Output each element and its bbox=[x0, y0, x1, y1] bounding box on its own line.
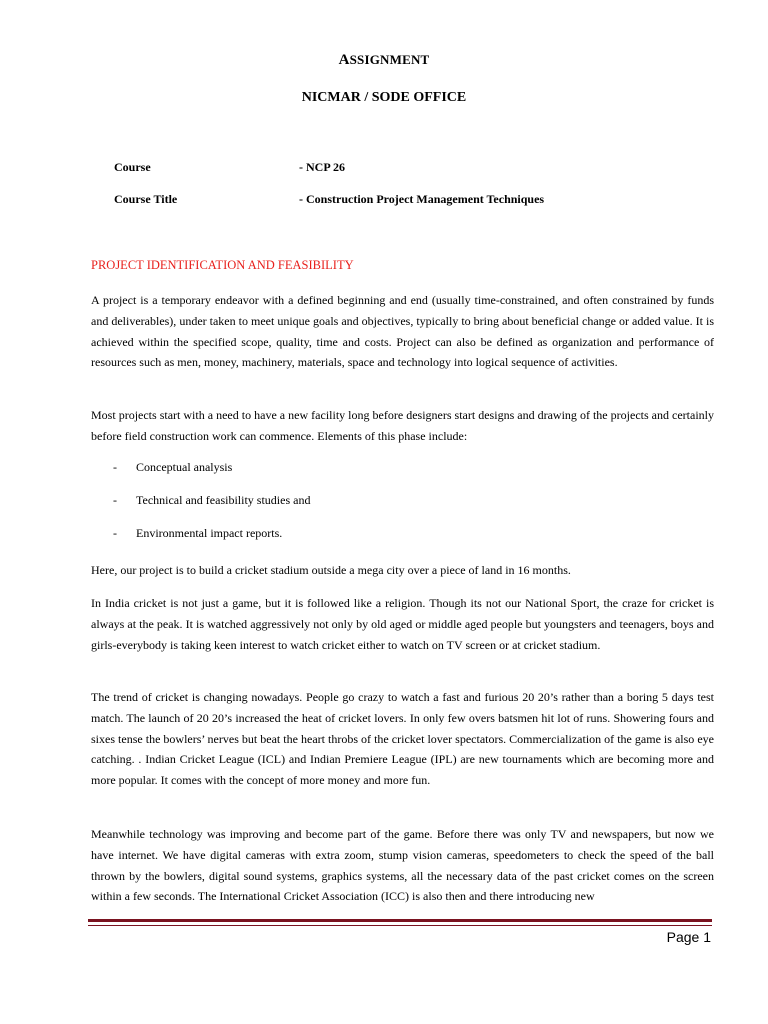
footer-rule-thin bbox=[88, 925, 712, 926]
course-label: Course bbox=[114, 160, 151, 174]
paragraph-cricket-india: In India cricket is not just a game, but it is followed like a religion. Though its not our National Sport, the craze for cricket is always at the peak. It is watched aggressively not only by old aged or middle aged people but youngsters and teenagers, boys and girls-everybody is taking keen interest to watch cricket either to watch on TV screen or at cricket stadium. bbox=[91, 596, 714, 652]
page-number: Page 1 bbox=[666, 929, 711, 945]
course-value: - NCP 26 bbox=[299, 160, 345, 174]
paragraph-technology: Meanwhile technology was improving and become part of the game. Before there was only TV and newspapers, but now we have internet. We have digital cameras with extra zoom, stump vision cameras, speedometers to check the speed of the ball thrown by the bowlers, digital sound systems, graphics systems, all the necessary data of the past cricket comes on the screen within a few seconds. The International Cricket Association (ICC) is also then and there introducing new bbox=[91, 827, 714, 904]
paragraph-project-goal: Here, our project is to build a cricket stadium outside a mega city over a piece of land in 16 months. bbox=[91, 563, 571, 577]
bullet-marker: - bbox=[113, 460, 117, 474]
course-title-value: - Construction Project Management Techniques bbox=[299, 192, 545, 206]
section-heading: PROJECT IDENTIFICATION AND FEASIBILITY bbox=[91, 258, 354, 272]
footer-rule-thick bbox=[88, 919, 712, 922]
bullet-text: Conceptual analysis bbox=[136, 460, 233, 474]
paragraph-cricket-trend: The trend of cricket is changing nowadays. People go crazy to watch a fast and furious 20 20’s rather than a boring 5 days test match. The launch of 20 20’s increased the heat of cricket lovers. In only few overs batsmen hit lot of runs. Showering fours and sixes tense the bowlers’ nerves but beat the heart throbs of the cricket lover spectators. Commercialization of the game is also eye catching. . Indian Cricket League (ICL) and Indian Premiere League (IPL) are new tournaments which are becoming more and more popular. It comes with the concept of more money and more fun. bbox=[91, 690, 714, 788]
paragraph-project-phase: Most projects start with a need to have a new facility long before designers start designs and drawing of the projects and certainly before field construction work can commence. Elements of this phase include: bbox=[91, 408, 714, 443]
bullet-marker: - bbox=[113, 526, 117, 540]
bullet-marker: - bbox=[113, 493, 117, 507]
course-title-label: Course Title bbox=[114, 192, 178, 206]
bullet-text: Environmental impact reports. bbox=[136, 526, 283, 540]
title-initial: A bbox=[338, 52, 350, 68]
paragraph-project-definition: A project is a temporary endeavor with a defined beginning and end (usually time-constrained, and often constrained by funds and deliverables), under taken to meet unique goals and objectives, typically to bring about beneficial change or added value. It is achieved within the specified scope, quality, time and costs. Project can also be defined as organization and performance of resources such as men, money, machinery, materials, space and technology into logical sequence of activities. bbox=[91, 293, 714, 370]
title-rest: SSIGNMENT bbox=[349, 52, 430, 67]
document-subtitle: NICMAR / SODE OFFICE bbox=[301, 90, 467, 105]
bullet-text: Technical and feasibility studies and bbox=[136, 493, 311, 507]
document-title bbox=[0, 52, 768, 69]
